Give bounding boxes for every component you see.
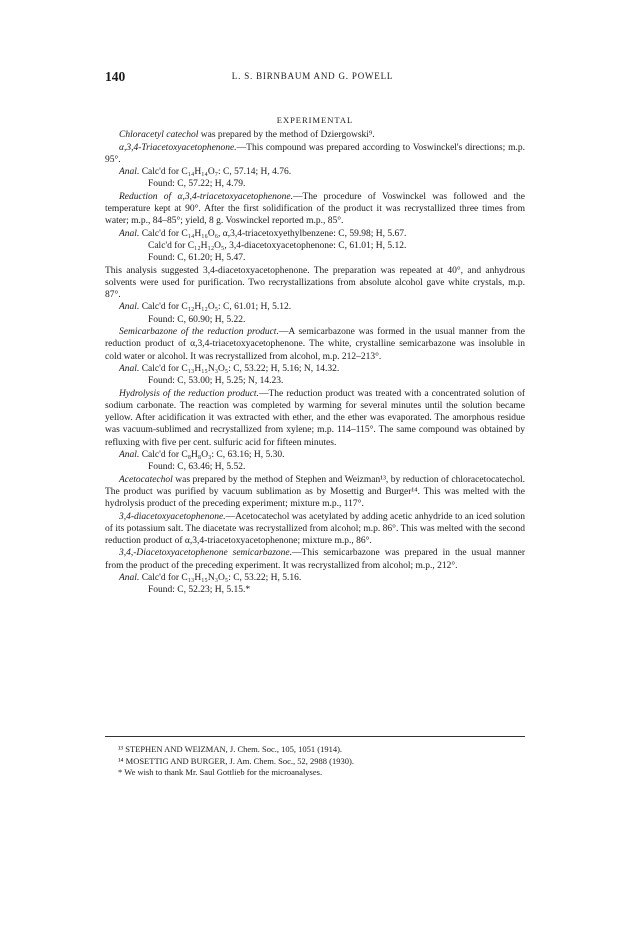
lead-term: α,3,4-Triacetoxyacetophenone. — [119, 142, 237, 153]
analysis-found: Found: C, 53.00; H, 5.25; N, 14.23. — [148, 376, 284, 387]
paragraph-chloracetyl-catechol: Chloracetyl catechol was prepared by the method of Dziergowski⁹. — [119, 130, 375, 141]
footnotes — [118, 744, 518, 779]
paragraph-acetocatechol: Acetocatechol was prepared by the method of Stephen and Weizman¹³, by reduction of chloracetocatechol. The product was purified by vacuum sublimation as by Mosettig and Burger¹⁴. This was melted with the hydrolysis product of the preceding experiment; mixture m.p., 117°. — [105, 474, 525, 510]
page-header — [105, 69, 520, 85]
analysis-calc: Anal. Calc'd for C₁₃H₁₅N₃O₅: C, 53.22; H, 5.16. — [119, 572, 302, 583]
page-number: 140 — [105, 69, 126, 84]
analysis-found: Found: C, 57.22; H, 4.79. — [148, 179, 246, 190]
body-text — [105, 114, 525, 597]
footnote-divider — [105, 736, 525, 737]
paragraph-diacetoxyacetophenone: 3,4-diacetoxyacetophenone.—Acetocatechol was acetylated by adding acetic anhydride to an iced solution of its potassium salt. The diacetate was recrystallized from alcohol; m.p. 86°. This was melted with the second reduction product of α,3,4-triacetoxyacetophenone; mixture m.p., 86°. — [105, 511, 525, 547]
analysis-calc: Anal. Calc'd for C₁₄H₁₄O₇: C, 57.14; H, 4.76. — [119, 167, 292, 178]
footnote: ¹⁴ MOSETTIG AND BURGER, J. Am. Chem. Soc., 52, 2988 (1930). — [118, 755, 354, 766]
analysis-found: Found: C, 52.23; H, 5.15.* — [148, 585, 251, 596]
analysis-calc: Anal. Calc'd for C₁₄H₁₆O₆, α,3,4-triacetoxyethylbenzene: C, 59.98; H, 5.67. — [119, 228, 407, 239]
lead-term: Reduction of α,3,4-triacetoxyacetophenone. — [119, 191, 293, 202]
lead-term: Acetocatechol — [119, 474, 173, 485]
lead-term: 3,4-diacetoxyacetophenone. — [119, 511, 226, 522]
analysis-calc: Anal. Calc'd for C₁₂H₁₂O₅: C, 61.01; H, 5.12. — [119, 302, 292, 313]
paragraph-reduction: Reduction of α,3,4-triacetoxyacetophenone.—The procedure of Voswinckel was followed and the temperature kept at 90°. After the first solidification of the product it was recrystallized three times from water; m.p., 84–85°; yield, 8 g. Voswinckel reported m.p., 85°. — [105, 191, 526, 227]
section-title: EXPERIMENTAL — [276, 115, 354, 125]
lead-term: Chloracetyl catechol — [119, 130, 199, 141]
analysis-calc: Anal. Calc'd for C₁₃H₁₅N₃O₅: C, 53.22; H, 5.16; N, 14.32. — [119, 363, 340, 374]
lead-term: Semicarbazone of the reduction product. — [119, 327, 279, 338]
analysis-found: Found: C, 63.46; H, 5.52. — [148, 462, 246, 473]
analysis-calc: Anal. Calc'd for C₈H₈O₃: C, 63.16; H, 5.30. — [119, 450, 285, 461]
lead-term: 3,4,-Diacetoxyacetophenone semicarbazone. — [119, 548, 292, 559]
footnote: ¹³ STEPHEN AND WEIZMAN, J. Chem. Soc., 105, 1051 (1914). — [118, 744, 343, 754]
running-head: L. S. BIRNBAUM AND G. POWELL — [231, 71, 394, 81]
paragraph-semicarbazone: Semicarbazone of the reduction product.—A semicarbazone was formed in the usual manner from the reduction product of α,3,4-triacetoxyacetophenone. The white, crystalline semicarbazone was insoluble in cold water or alcohol. It was recrystallized from alcohol, m.p. 212–213°. — [105, 327, 526, 362]
paragraph-diacetoxy-semicarbazone: 3,4,-Diacetoxyacetophenone semicarbazone.—This semicarbazone was prepared in the usual manner from the product of the preceding experiment. It was recrystallized from alcohol; m.p., 212°. — [105, 548, 525, 571]
paragraph-hydrolysis: Hydrolysis of the reduction product.—The reduction product was treated with a concentrated solution of sodium carbonate. The reaction was completed by warming for several minutes until the solution became yellow. After acidification it was extracted with ether, and the ether was evaporated. The amorphous residue was vacuum-sublimed and recrystallized from xylene; m.p. 114–115°. The same compound was obtained by refluxing with five per cent. sulfuric acid for fifteen minutes. — [105, 388, 525, 448]
paragraph-triacetoxyacetophenone: α,3,4-Triacetoxyacetophenone.—This compound was prepared according to Voswinckel's directions; m.p. 95°. — [105, 142, 525, 165]
analysis-found: Found: C, 60.90; H, 5.22. — [148, 314, 246, 325]
paragraph-analysis-suggestion: This analysis suggested 3,4-diacetoxyacetophenone. The preparation was repeated at 40°, and anhydrous solvents were used for purification. Two recrystallizations from absolute alcohol gave white crystals, m.p. 87°. — [105, 265, 525, 301]
lead-term: Hydrolysis of the reduction product. — [119, 388, 259, 399]
analysis-found: Found: C, 61.20; H, 5.47. — [148, 253, 246, 264]
analysis-calc-alt: Calc'd for C₁₂H₁₂O₅, 3,4-diacetoxyacetophenone: C, 61.01; H, 5.12. — [148, 240, 407, 251]
footnote: * We wish to thank Mr. Saul Gottlieb for the microanalyses. — [118, 767, 323, 777]
